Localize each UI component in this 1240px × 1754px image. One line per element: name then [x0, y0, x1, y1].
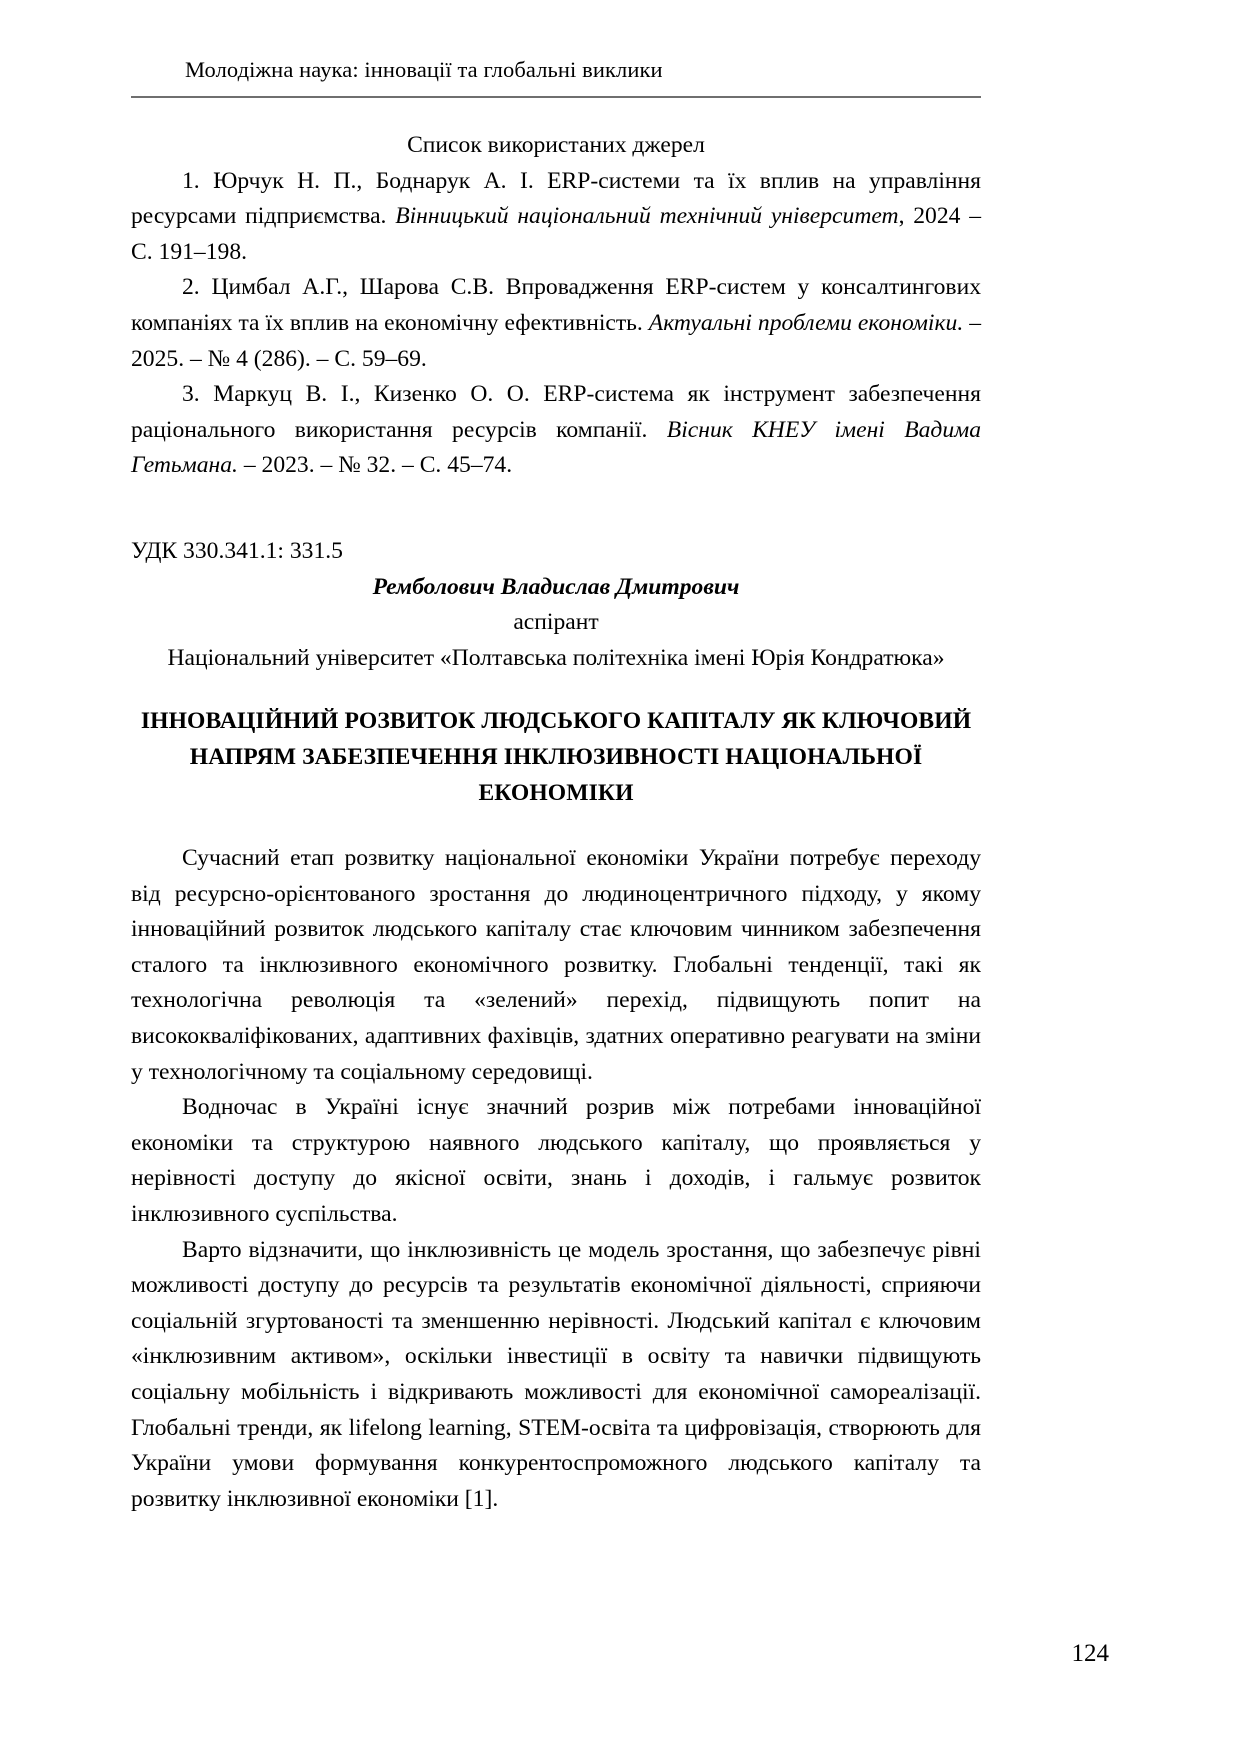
article-title: ІННОВАЦІЙНИЙ РОЗВИТОК ЛЮДСЬКОГО КАПІТАЛУ ЯК КЛЮЧОВИЙ НАПРЯМ ЗАБЕЗПЕЧЕННЯ ІНКЛЮЗИВНОСТІ НАЦІОНАЛЬНОЇ ЕКОНОМІКИ: [140, 708, 972, 806]
author-role: аспірант: [513, 609, 599, 636]
body-paragraph-2: Водночас в Україні існує значний розрив між потребами інноваційної економіки та структурою наявного людського капіталу, що проявляється у нерівності доступу до якісної освіти, знань і доходів, і гальмує розвиток інклюзивного суспільства.: [131, 1094, 981, 1228]
reference-2-text-after: – 2025. – № 4 (286). – С. 59–69.: [131, 309, 981, 372]
reference-item-2: [131, 270, 981, 377]
udk-code: УДК 330.341.1: 331.5: [131, 537, 343, 564]
running-header: [131, 58, 981, 83]
author-affiliation: Національний університет «Полтавська політехніка імені Юрія Кондратюка»: [167, 644, 945, 671]
reference-1-text-before: 1. Юрчук Н. П., Боднарук А. І. ERP-системи та їх вплив на управління ресурсами підприємства.: [131, 167, 981, 230]
reference-2-source: Актуальні проблеми економіки.: [648, 309, 964, 336]
spacer-before-title: [131, 676, 981, 704]
reference-3-text-after: – 2023. – № 32. – С. 45–74.: [237, 452, 513, 479]
references-heading: Список використаних джерел: [407, 132, 705, 158]
reference-item-1: [131, 164, 981, 271]
reference-3-text-before: 3. Маркуц В. І., Кизенко О. О. ERP-система як інструмент забезпечення раціонального використання ресурсів компанії.: [131, 381, 981, 443]
reference-2-text-before: 2. Цимбал А.Г., Шарова С.В. Впровадження ERP-систем у консалтингових компаніях та їх вплив на економічну ефективність.: [131, 274, 981, 336]
author-name: Ремболович Владислав Дмитрович: [372, 573, 740, 600]
page-number: 124: [1071, 1640, 1109, 1667]
page-content: [131, 128, 981, 1517]
reference-item-3: [131, 377, 981, 484]
spacer-before-udk: [131, 484, 981, 534]
spacer-after-title: [131, 811, 981, 841]
body-paragraph-1: Сучасний етап розвитку національної економіки України потребує переходу від ресурсно-орієнтованого зростання до людиноцентричного підходу, у якому інноваційний розвиток людського капіталу стає ключовим чинником забезпечення сталого та інклюзивного економічного розвитку. Глобальні тенденції, такі як технологічна революція та «зелений» перехід, підвищують попит на висококваліфікованих, адаптивних фахівців, здатних оперативно реагувати на зміни у технологічному та соціальному середовищі.: [131, 845, 981, 1085]
header-divider-rule: [131, 96, 981, 98]
running-header-text: Молодіжна наука: інновації та глобальні виклики: [185, 57, 663, 82]
body-paragraph-3: Варто відзначити, що інклюзивність це модель зростання, що забезпечує рівні можливості доступу до ресурсів та результатів економічної діяльності, сприяючи соціальній згуртованості та зменшенню нерівності. Людський капітал є ключовим «інклюзивним активом», оскільки інвестиції в освіту та навички підвищують соціальну мобільність і відкривають можливості для економічної самореалізації. Глобальні тренди, як lifelong learning, STEM-освіта та цифровізація, створюють для України умови формування конкурентоспроможного людського капіталу та розвитку інклюзивної економіки [1].: [131, 1236, 981, 1512]
reference-1-text-after: , 2024 – С. 191–198.: [131, 203, 981, 265]
reference-1-source: Вінницький національний технічний університет: [395, 203, 899, 230]
reference-3-source: Вісник КНЕУ імені Вадима Гетьмана.: [131, 416, 981, 479]
